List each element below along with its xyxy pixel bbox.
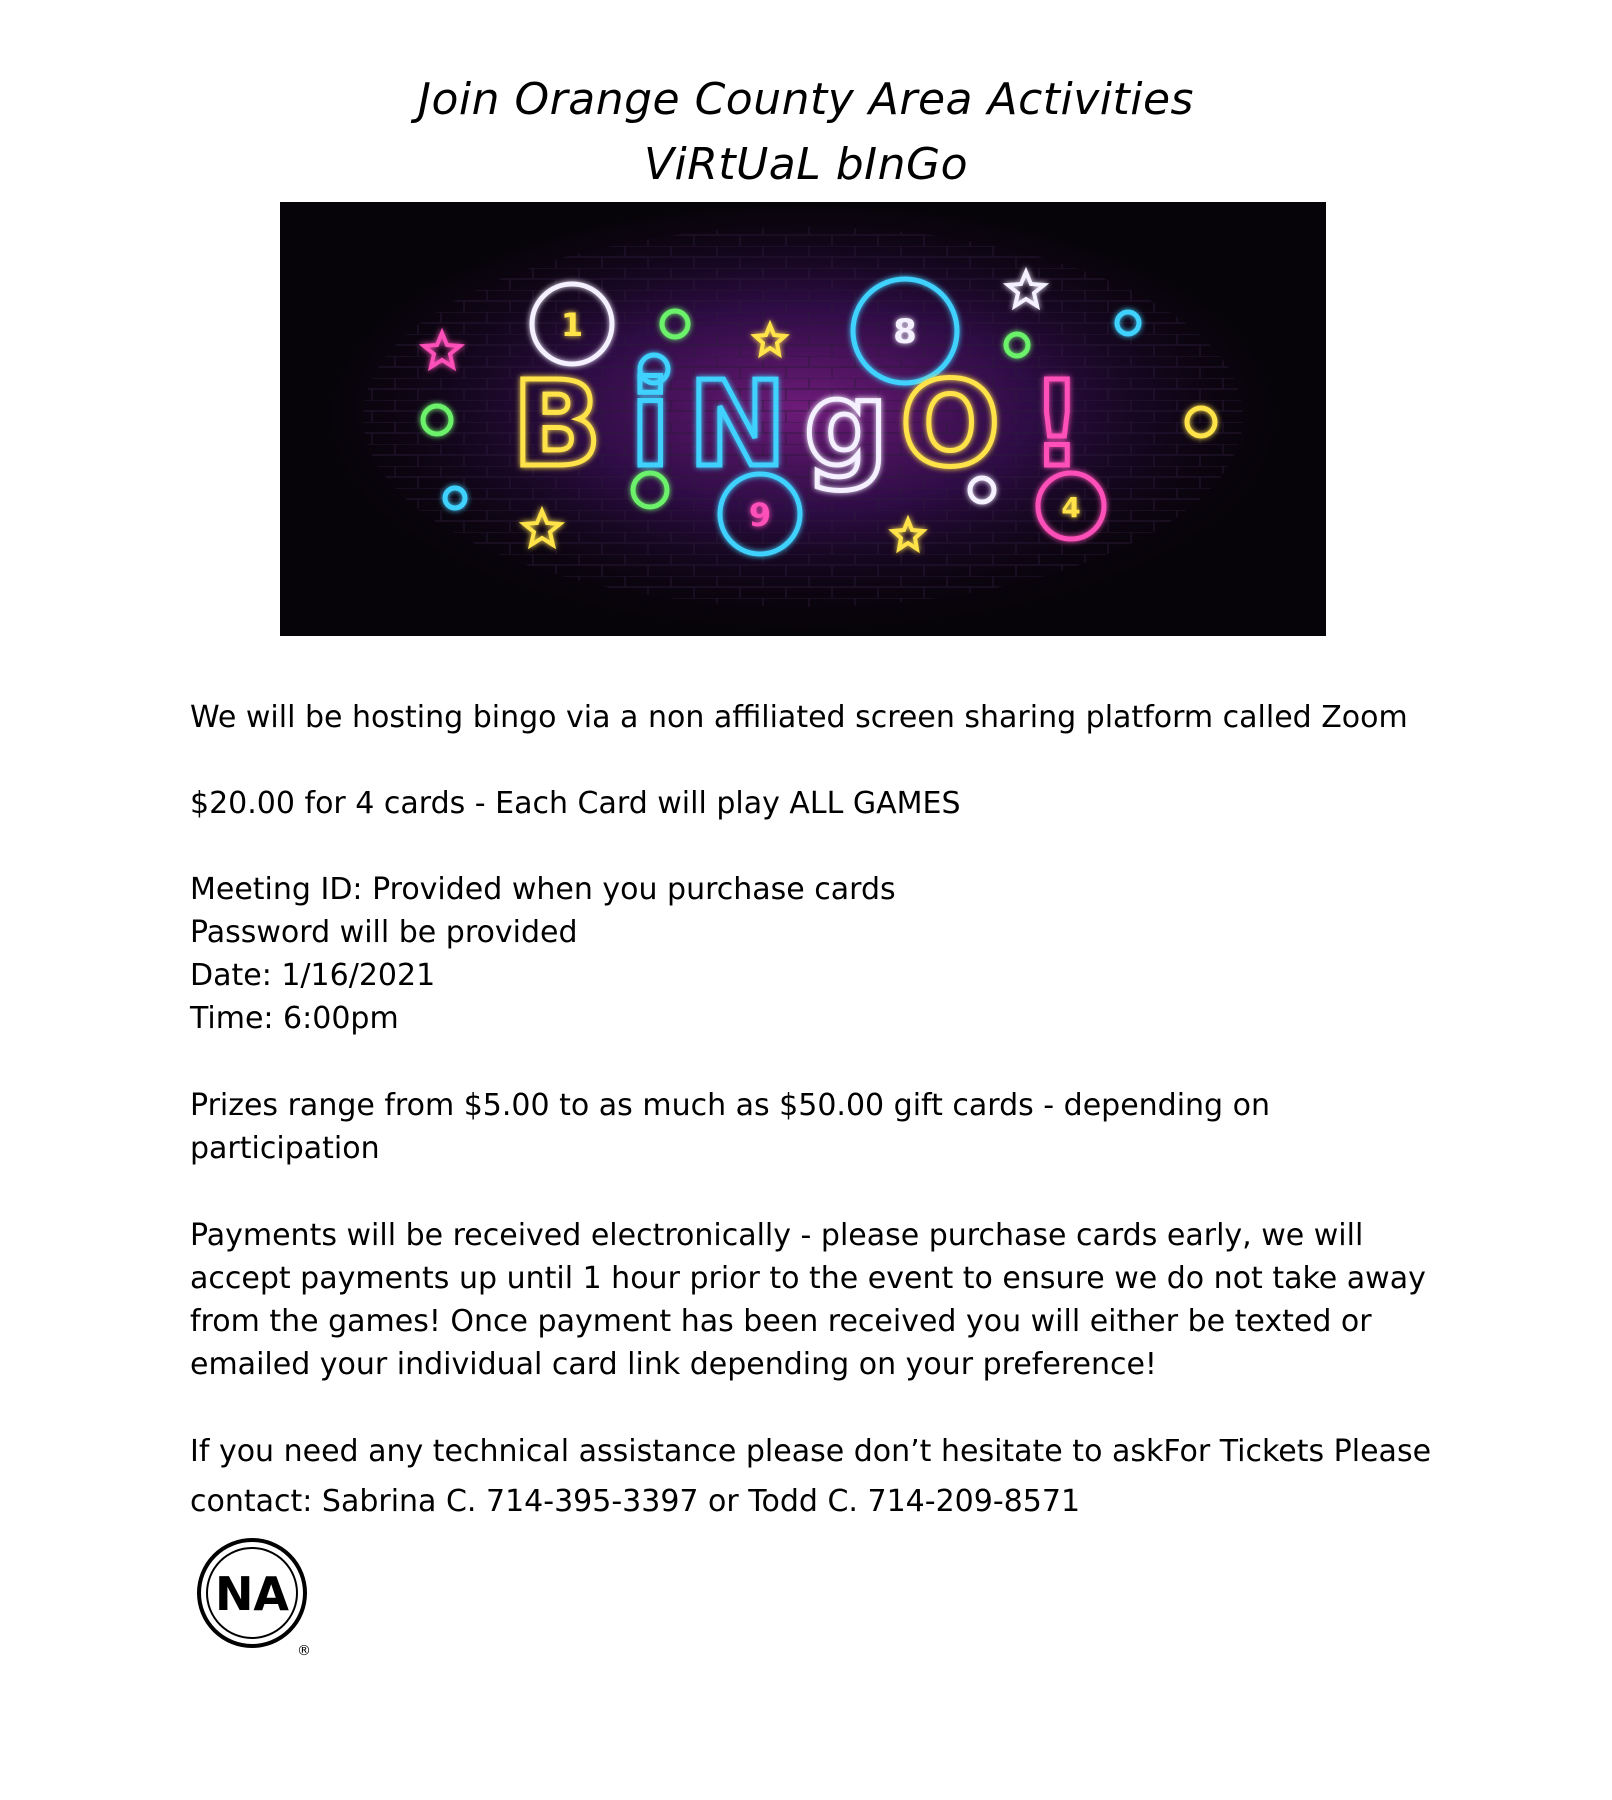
password-line: Password will be provided: [190, 915, 578, 950]
prizes-line-2: participation: [190, 1131, 380, 1166]
page-title-line-2: ViRtUaL bInGo: [643, 139, 969, 190]
bingo-letter-o: O: [900, 355, 1001, 493]
payments-line-4: emailed your individual card link depending on your preference!: [190, 1347, 1157, 1382]
assistance-line-1: If you need any technical assistance please don’t hesitate to askFor Tickets Please: [190, 1434, 1432, 1469]
payments-text: [190, 1214, 1430, 1386]
price-text: [190, 782, 1430, 825]
assistance-text: [190, 1430, 1430, 1523]
prizes-text: [190, 1084, 1430, 1170]
intro-text: [190, 696, 1430, 739]
bingo-letter-g: g: [804, 355, 889, 493]
date-line: Date: 1/16/2021: [190, 958, 436, 993]
bingo-banner-image: [280, 202, 1326, 636]
meeting-id-line: Meeting ID: Provided when you purchase cards: [190, 872, 896, 907]
ball-number-1: 1: [560, 306, 584, 344]
time-line: Time: 6:00pm: [190, 1001, 399, 1036]
prizes-line-1: Prizes range from $5.00 to as much as $50.00 gift cards - depending on: [190, 1088, 1270, 1123]
intro-line: We will be hosting bingo via a non affiliated screen sharing platform called Zoom: [190, 700, 1408, 735]
na-logo-icon: [196, 1537, 316, 1657]
bingo-neon-graphic: [280, 202, 1326, 636]
payments-line-1: Payments will be received electronically - please purchase cards early, we will: [190, 1218, 1364, 1253]
payments-line-2: accept payments up until 1 hour prior to the event to ensure we do not take away: [190, 1261, 1426, 1296]
bingo-letter-b: B: [512, 355, 602, 493]
ball-number-9: 9: [748, 496, 772, 534]
na-logo: [196, 1537, 316, 1657]
bingo-letter-exclamation: !: [1030, 355, 1084, 493]
registered-mark: ®: [297, 1643, 311, 1657]
payments-line-3: from the games! Once payment has been received you will either be texted or: [190, 1304, 1372, 1339]
bingo-letter-i: i: [630, 355, 671, 493]
ball-number-8: 8: [893, 312, 917, 352]
ball-number-4: 4: [1061, 491, 1081, 524]
contact-line: contact: Sabrina C. 714-395-3397 or Todd C. 714-209-8571: [190, 1484, 1081, 1519]
na-logo-text: NA: [214, 1567, 290, 1621]
meeting-details: [190, 868, 1430, 1040]
bingo-letter-n: N: [688, 355, 787, 493]
price-line: $20.00 for 4 cards - Each Card will play ALL GAMES: [190, 786, 961, 821]
page-title-line-1: Join Orange County Area Activities: [418, 74, 1194, 125]
